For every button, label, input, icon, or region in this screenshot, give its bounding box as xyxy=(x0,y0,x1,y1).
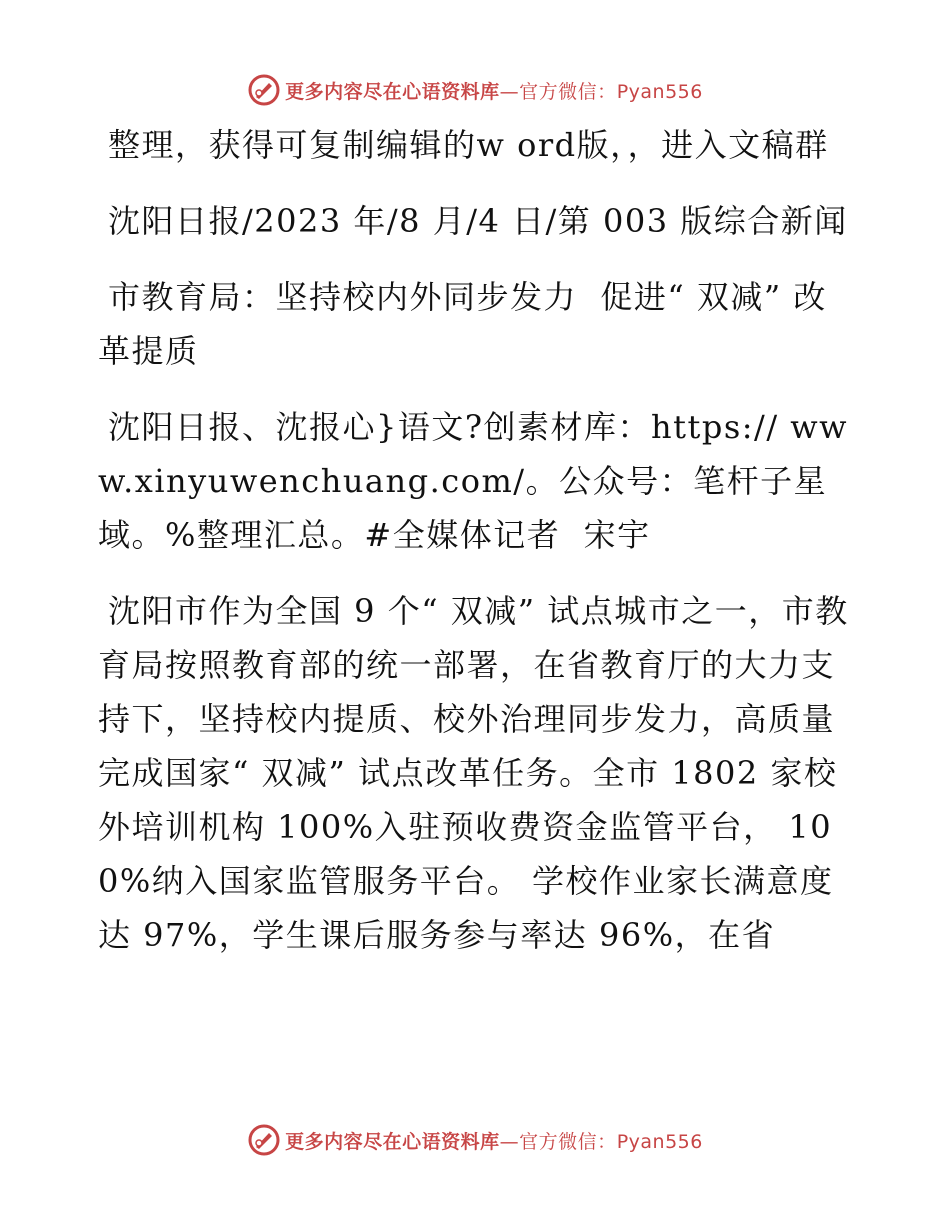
article-headline: 市教育局：坚持校内外同步发力 促进“ 双减” 改革提质 xyxy=(98,278,827,370)
watermark-text xyxy=(285,77,703,104)
paragraph-source: 沈阳日报/2023 年/8 月/4 日/第 003 版综合新闻 xyxy=(108,202,848,240)
watermark-dash: — xyxy=(499,1130,520,1153)
watermark-text xyxy=(285,1127,703,1154)
watermark-site-name: 更多内容尽在心语资料库 xyxy=(285,1130,500,1153)
paragraph-byline: 沈阳日报、沈报心}语文?创素材库：https:// www.xinyuwenchuang.com/。公众号：笔杆子星域。%整理汇总。#全媒体记者 宋宇 xyxy=(98,408,849,554)
quill-logo-icon xyxy=(247,73,281,107)
header-watermark-banner xyxy=(0,70,950,110)
paragraph-body: 沈阳市作为全国 9 个“ 双减” 试点城市之一，市教育局按照教育部的统一部署，在省教育厅的大力支持下，坚持校内提质、校外治理同步发力，高质量完成国家“ 双减” 试点改革任务。全市 1802 家校外培训机构 100%入驻预收费资金监管平台， 100%纳入国家监管服务平台。 学校作业家长满意度达 97%，学生课后服务参与率达 96%，在省 xyxy=(98,592,849,954)
watermark-site-name: 更多内容尽在心语资料库 xyxy=(285,80,500,103)
watermark-wechat-label: 官方微信： xyxy=(519,1130,617,1153)
quill-logo-icon xyxy=(247,1123,281,1157)
watermark-wechat-label: 官方微信： xyxy=(519,80,617,103)
watermark-wechat-id: Pyan556 xyxy=(616,80,703,103)
watermark-dash: — xyxy=(499,80,520,103)
watermark-wechat-id: Pyan556 xyxy=(616,1130,703,1153)
footer-watermark-banner xyxy=(0,1120,950,1160)
document-body xyxy=(98,118,858,984)
paragraph-intro: 整理，获得可复制编辑的w ord版，，进入文稿群 xyxy=(108,126,829,164)
